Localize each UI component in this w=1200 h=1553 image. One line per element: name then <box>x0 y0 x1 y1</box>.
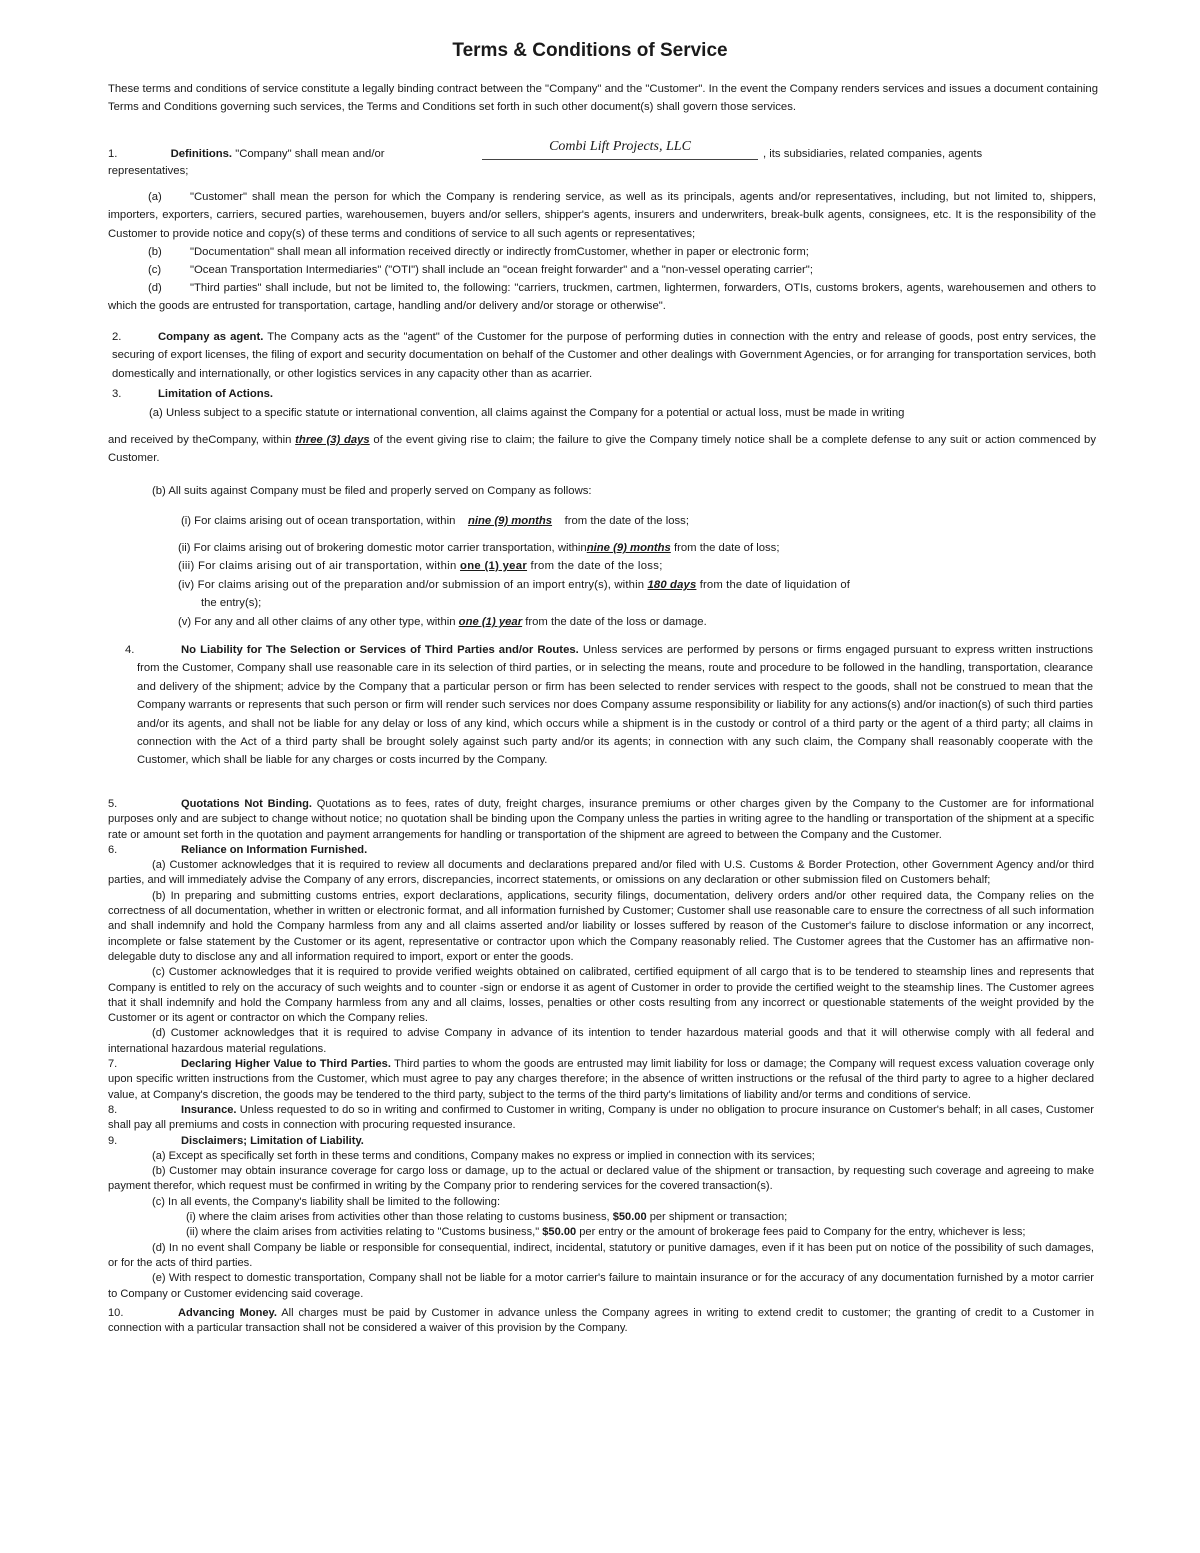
section-2-number: 2. <box>112 331 122 343</box>
section-6-number: 6. <box>108 843 118 856</box>
section-3b-iv-cont: the entry(s); <box>201 597 262 609</box>
section-3b-v-post: from the date of the loss or damage. <box>525 616 707 628</box>
section-9c-i <box>108 1210 1094 1225</box>
section-3a: (a) Unless subject to a specific statute or international convention, all claims against the Company for a potential or actual loss, must be made in writing <box>149 407 905 419</box>
dense-sections <box>108 797 1094 1336</box>
section-9e: (e) With respect to domestic transportation, Company shall not be liable for a motor carrier's failure to maintain insurance or for the accuracy of any documentation furnished by a motor carrier to Company or Customer evidencing said coverage. <box>108 1272 1094 1300</box>
section-3a-cont-post: of the event giving rise to claim; the failure to give the Company timely notice shall be a complete defense to any suit or action commenced by Customer. <box>108 434 1096 465</box>
section-1a <box>108 188 1096 243</box>
section-3a-cont <box>108 431 1096 468</box>
section-3-heading-line <box>112 385 273 403</box>
section-3b-i-post: from the date of the loss; <box>564 515 689 527</box>
section-1-cont: representatives; <box>108 165 189 177</box>
section-3a-term: three (3) days <box>295 434 370 446</box>
section-3b-ii-post: from the date of loss; <box>673 542 780 554</box>
section-1c-label: (c) <box>148 264 162 276</box>
section-9c-ii-pre: (ii) where the claim arises from activities relating to "Customs business," <box>186 1226 540 1239</box>
section-3b-ii <box>178 539 779 557</box>
section-1b-label: (b) <box>148 246 162 258</box>
section-6d: (d) Customer acknowledges that it is required to advise Company in advance of its intention to tender hazardous material goods and that it will otherwise comply with all federal and international hazardous material regulations. <box>108 1027 1094 1055</box>
section-9c: (c) In all events, the Company's liability shall be limited to the following: <box>152 1195 501 1208</box>
document-title: Terms & Conditions of Service <box>452 40 728 61</box>
section-2-text: The Company acts as the "agent" of the Customer for the purpose of performing duties in connection with the entry and release of goods, post entry services, the securing of export licenses, the filing of export and security documentation on behalf of the Customer and other dealings with Government Agencies, or for arranging for transportation services, both domestically and internationally, or other logistics services in any capacity other than as acarrier. <box>112 331 1096 380</box>
section-1c-text: "Ocean Transportation Intermediaries" ("OTI") shall include an "ocean freight forwarder" and a "non-vessel operating carrier"; <box>190 264 813 276</box>
section-6c: (c) Customer acknowledges that it is required to provide verified weights obtained on calibrated, certified equipment of all cargo that is to be tendered to steamship lines and represents that Company is entitled to rely on the accuracy of such weights and to counter -sign or endorse it as agent of Customer in order to provide the certified weight to the steamship lines. The Customer agrees that it shall indemnify and hold the Company harmless from any and all claims, losses, penalties or other costs resulting from any incorrect or questionable statements of the weight provided by the Customer or its agent or contractor on which the Company relies. <box>108 966 1094 1025</box>
section-9c-i-pre: (i) where the claim arises from activities other than those relating to customs business, <box>186 1211 610 1224</box>
section-10-number: 10. <box>108 1306 124 1319</box>
section-9b: (b) Customer may obtain insurance coverage for cargo loss or damage, up to the actual or declared value of the shipment or transaction, by requesting such coverage and agreeing to make payment therefor, which request must be confirmed in writing by the Company prior to rendering services for the covered transaction(s). <box>108 1165 1094 1193</box>
section-9d: (d) In no event shall Company be liable or responsible for consequential, indirect, incidental, statutory or punitive damages, even if it has been put on notice of the possibility of such damages, or for the acts of third parties. <box>108 1241 1094 1269</box>
section-5-text: Quotations as to fees, rates of duty, freight charges, insurance premiums or other charges given by the Company to the Customer are for informational purposes only and are subject to change without notice; no quotation shall be binding upon the Company unless the parties in writing agree to the handling or transportation of the shipment at a specific rate or amount set forth in the quotation and payment arrangements for handling or transportation of the shipment are agreed to between the Company and the Customer. <box>108 798 1094 841</box>
section-8 <box>108 1103 1094 1134</box>
section-9-number: 9. <box>108 1134 118 1147</box>
section-9-heading: Disclaimers; Limitation of Liability. <box>181 1134 364 1147</box>
section-4-number: 4. <box>125 644 135 656</box>
section-3b-iv-term: 180 days <box>647 579 697 591</box>
section-9-heading-line <box>108 1134 1094 1149</box>
section-4-text: Unless services are performed by persons or firms engaged pursuant to express written instructions from the Customer, Company shall use reasonable care in its selection of third parties, or in selecting the means, route and procedure to be followed in the handling, transportation, clearance and delivery of the shipment; advice by the Company that a particular person or firm has been selected to render services with respect to the goods, shall not be construed to mean that the Company warrants or represents that such person or firm will render such services nor does Company assume responsibility or liability for any actions(s) and/or inaction(s) of such third parties and/or its agents, and shall not be liable for any delay or loss of any kind, which occurs while a shipment is in the custody or control of a third party or the agent of a third party; all claims in connection with the Act of a third party shall be brought solely against such party and/or its agents; in connection with any such claim, the Company shall reasonably cooperate with the Customer, which shall be liable for any charges or costs incurred by the Company. <box>137 644 1093 767</box>
section-8-text: Unless requested to do so in writing and confirmed to Customer in writing, Company is under no obligation to procure insurance on Customer's behalf; in all cases, Customer shall pay all premiums and costs in connection with procuring requested insurance. <box>108 1103 1094 1132</box>
section-9a: (a) Except as specifically set forth in these terms and conditions, Company makes no express or implied in connection with its services; <box>152 1149 815 1162</box>
section-1d-label: (d) <box>148 282 162 294</box>
section-7-number: 7. <box>108 1058 118 1071</box>
section-1a-text: "Customer" shall mean the person for which the Company is rendering service, as well as its principals, agents and/or representatives, including, but not limited to, shippers, importers, exporters, carriers, secured parties, warehousemen, buyers and/or sellers, shipper's agents, insurers and underwriters, break-bulk agents, consignees, etc. It is the responsibility of the Customer to provide notice and copy(s) of these terms and conditions of service to all such agents or representatives; <box>108 191 1096 240</box>
section-3b: (b) All suits against Company must be filed and properly served on Company as follows: <box>152 485 592 497</box>
section-6-heading: Reliance on Information Furnished. <box>181 843 368 856</box>
section-3a-cont-pre: and received by theCompany, within <box>108 434 292 446</box>
section-5-heading: Quotations Not Binding. <box>181 798 312 810</box>
section-3-number: 3. <box>112 388 122 400</box>
company-name-field[interactable]: Combi Lift Projects, LLC <box>482 138 758 160</box>
section-1a-label: (a) <box>148 191 162 203</box>
section-3b-iii-term: one (1) year <box>460 560 528 572</box>
section-3b-i-pre: (i) For claims arising out of ocean transportation, within <box>181 515 456 527</box>
section-2-heading: Company as agent. <box>158 331 264 343</box>
section-1-number: 1. <box>108 148 118 160</box>
section-10-heading: Advancing Money. <box>178 1306 277 1319</box>
section-9c-ii <box>108 1225 1094 1240</box>
section-9c-ii-post: per entry or the amount of brokerage fees paid to Company for the entry, whichever is less; <box>579 1226 1026 1239</box>
section-1d-text: "Third parties" shall include, but not be limited to, the following: "carriers, truckmen, cartmen, lightermen, forwarders, OTIs, customs brokers, agents, warehousemen and others to which the goods are entrusted for transportation, cartage, handling and/or delivery and/or storage or otherwise". <box>108 282 1096 313</box>
section-3b-iii-post: from the date of the loss; <box>530 560 663 572</box>
section-7 <box>108 1057 1094 1103</box>
section-5-number: 5. <box>108 798 118 810</box>
section-10 <box>108 1306 1094 1337</box>
section-3b-iv-post: from the date of liquidation of <box>699 579 851 591</box>
section-3b-ii-pre: (ii) For claims arising out of brokering domestic motor carrier transportation, within <box>178 542 587 554</box>
section-2 <box>112 328 1096 383</box>
section-10-text: All charges must be paid by Customer in advance unless the Company agrees in writing to extend credit to customer; the granting of credit to a Customer in connection with a particular transaction shall not be considered a waiver of this provision by the Company. <box>108 1306 1094 1335</box>
section-3-heading: Limitation of Actions. <box>158 388 274 400</box>
section-4 <box>137 641 1093 770</box>
section-1-post: , its subsidiaries, related companies, agents <box>763 148 983 160</box>
section-3b-iv-pre: (iv) For claims arising out of the preparation and/or submission of an import entry(s), within <box>178 579 645 591</box>
section-1-lead: "Company" shall mean and/or <box>235 148 385 160</box>
section-9c-i-post: per shipment or transaction; <box>649 1211 788 1224</box>
section-1-heading-line <box>108 145 385 163</box>
section-1d <box>108 279 1096 316</box>
section-3b-i <box>181 512 689 530</box>
section-6-heading-line <box>108 843 1094 858</box>
section-4-heading: No Liability for The Selection or Services of Third Parties and/or Routes. <box>181 644 579 656</box>
section-3b-v-pre: (v) For any and all other claims of any other type, within <box>178 616 456 628</box>
section-8-number: 8. <box>108 1103 118 1116</box>
section-3b-iii-pre: (iii) For claims arising out of air transportation, within <box>178 560 457 572</box>
section-6b: (b) In preparing and submitting customs entries, export declarations, applications, security filings, documentation, delivery orders and/or other required data, the Company relies on the correctness of all documentation, whether in written or electronic format, and all information furnished by Customer; Customer shall use reasonable care to ensure the correctness of all such information and shall indemnify and hold the Company harmless from any and all claims asserted and/or liability or losses suffered by reason of the Customer's failure to disclose information or any incorrect, incomplete or false statement by the Customer or its agent, representative or contractor upon which the Company reasonably relied. The Customer agrees that the Customer has an affirmative non-delegable duty to disclose any and all information required to import, export or enter the goods. <box>108 889 1094 963</box>
section-5 <box>108 797 1094 843</box>
section-3b-ii-term: nine (9) months <box>586 542 671 554</box>
section-3b-v <box>178 613 707 631</box>
section-3b-iv <box>178 576 850 594</box>
intro-paragraph: These terms and conditions of service constitute a legally binding contract between the "Company" and the "Customer". In the event the Company renders services and issues a document containing Terms and Conditions governing such services, the Terms and Conditions set forth in such other document(s) shall govern those services. <box>108 83 1099 113</box>
section-9c-i-amount: $50.00 <box>612 1211 647 1224</box>
section-3b-iii <box>178 557 663 575</box>
section-1-heading: Definitions. <box>170 148 233 160</box>
section-3b-v-term: one (1) year <box>458 616 523 628</box>
section-7-heading: Declaring Higher Value to Third Parties. <box>181 1058 391 1071</box>
section-8-heading: Insurance. <box>181 1103 237 1116</box>
section-7-text: Third parties to whom the goods are entrusted may limit liability for loss or damage; the Company will request excess valuation coverage only upon specific written instructions from the Customer, which must agree to pay any charges therefore; in the absence of written instructions or the refusal of the third party to agree to a higher declared value, at Company's discretion, the goods may be tendered to the third party, subject to the terms of the third party's limitations of liability and/or terms and conditions of service. <box>108 1058 1094 1101</box>
section-6a: (a) Customer acknowledges that it is required to review all documents and declarations prepared and/or filed with U.S. Customs & Border Protection, other Government Agency and/or third parties, and will immediately advise the Company of any errors, discrepancies, incorrect statements, or omissions on any declaration or other submission filed on Customers behalf; <box>108 859 1094 887</box>
section-9c-ii-amount: $50.00 <box>542 1226 577 1239</box>
section-3b-i-term: nine (9) months <box>467 515 553 527</box>
section-1b-text: "Documentation" shall mean all information received directly or indirectly fromCustomer, whether in paper or electronic form; <box>190 246 809 258</box>
